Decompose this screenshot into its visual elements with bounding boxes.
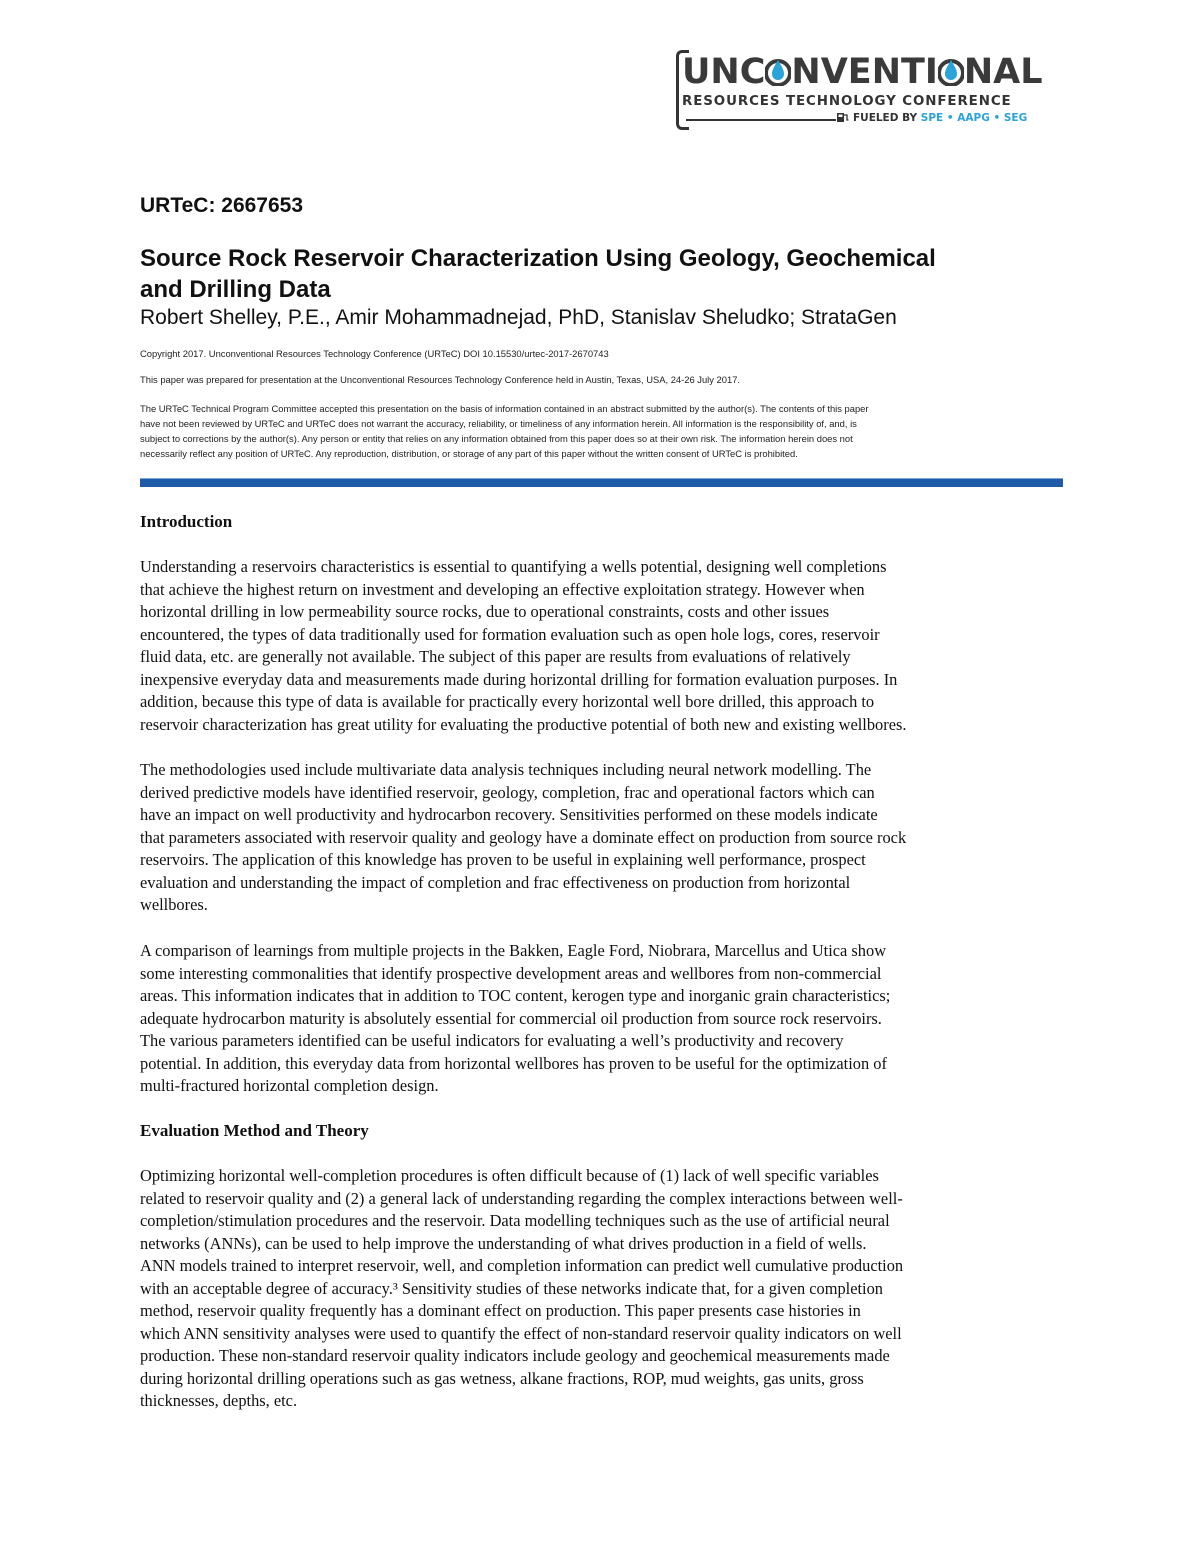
intro-paragraph-2 [140, 759, 1065, 917]
paragraph-line: thicknesses, depths, etc. [140, 1391, 298, 1410]
paragraph-line: that achieve the highest return on investment and developing an effective exploitation strategy. However when [140, 579, 865, 599]
disclaimer [140, 401, 1065, 461]
logo-subtitle: RESOURCES TECHNOLOGY CONFERENCE [682, 94, 1012, 109]
paragraph-line: during horizontal drilling operations such as gas wetness, alkane fractions, ROP, mud weights, gas units, gross [140, 1368, 864, 1388]
evaluation-paragraph-1 [140, 1165, 1065, 1413]
authors: Robert Shelley, P.E., Amir Mohammadnejad, PhD, Stanislav Sheludko; StrataGen [140, 306, 897, 329]
paragraph-line: areas. This information indicates that in addition to TOC content, kerogen type and inorganic grain characteristics; [140, 986, 891, 1005]
logo-word-part: NAL [963, 52, 1043, 92]
title-line: and Drilling Data [140, 276, 331, 303]
paragraph-line: which ANN sensitivity analyses were used to quantify the effect of non-standard reservoir quality indicators on well [140, 1323, 902, 1343]
paragraph-line: fluid data, etc. are generally not available. The subject of this paper are results from evaluations of relatively [140, 647, 851, 666]
paragraph-line: method, reservoir quality frequently has a dominant effect on production. This paper presents case histories in [140, 1301, 861, 1320]
paragraph-line: with an acceptable degree of accuracy.³ Sensitivity studies of these networks indicate that, for a given completion [140, 1278, 883, 1298]
paragraph-line: Understanding a reservoirs characteristics is essential to quantifying a wells potential, designing well completions [140, 557, 887, 576]
disclaimer-line: necessarily reflect any position of URTeC. Any reproduction, distribution, or storage of any part of this paper without the written consent of URTeC is prohibited. [140, 448, 798, 459]
paragraph-line: networks (ANNs), can be used to help improve the understanding of what drives production in a field of wells. [140, 1233, 867, 1253]
logo-word-part: NVENTI [791, 52, 938, 92]
paragraph-line: adequate hydrocarbon maturity is absolutely essential for commercial oil production from source rock reservoirs. [140, 1008, 882, 1028]
intro-paragraph-1 [140, 556, 1065, 736]
section-heading-introduction: Introduction [140, 512, 233, 531]
logo-underline [686, 119, 836, 121]
paragraph-line: multi-fractured horizontal completion design. [140, 1076, 439, 1095]
drop-icon [765, 55, 791, 85]
paragraph-line: Optimizing horizontal well-completion procedures is often difficult because of (1) lack of well specific variables [140, 1166, 879, 1185]
paragraph-line: production. These non-standard reservoir quality indicators include geology and geochemical measurements made [140, 1346, 890, 1365]
conference-logo [672, 44, 1052, 134]
paragraph-line: completion/stimulation procedures and the reservoir. Data modelling techniques such as the use of artificial neural [140, 1211, 890, 1230]
copyright-notice: Copyright 2017. Unconventional Resources Technology Conference (URTeC) DOI 10.15530/urtec-2017-2670743 [140, 348, 609, 359]
paragraph-line: reservoir characterization has great utility for evaluating the productive potential of both new and existing wellbores. [140, 714, 907, 734]
paragraph-line: related to reservoir quality and (2) a general lack of understanding regarding the complex interactions between well- [140, 1188, 903, 1208]
disclaimer-line: The URTeC Technical Program Committee accepted this presentation on the basis of information contained in an abstract submitted by the author(s). The contents of this paper [140, 403, 869, 414]
paragraph-line: that parameters associated with reservoir quality and geology have a dominate effect on production from source rock [140, 827, 907, 847]
intro-paragraph-3 [140, 940, 1065, 1098]
logo-fueled-by [837, 112, 1027, 124]
paragraph-line: inexpensive everyday data and measurements made during horizontal drilling for formation evaluation purposes. In [140, 669, 898, 689]
paragraph-line: addition, because this type of data is available for practically every horizontal well bore drilled, this approach to [140, 692, 875, 711]
paragraph-line: ANN models trained to interpret reservoir, well, and completion information can predict well cumulative production [140, 1256, 904, 1275]
paper-title [140, 243, 1070, 305]
header-divider [140, 478, 1063, 487]
title-line: Source Rock Reservoir Characterization Using Geology, Geochemical [140, 245, 936, 272]
logo-wordmark [682, 52, 1043, 92]
paragraph-line: encountered, the types of data traditionally used for formation evaluation such as open hole logs, cores, reservoir [140, 624, 880, 644]
paragraph-line: have an impact on well productivity and hydrocarbon recovery. Sensitivities performed on these models indicate [140, 805, 878, 824]
paragraph-line: A comparison of learnings from multiple projects in the Bakken, Eagle Ford, Niobrara, Marcellus and Utica show [140, 941, 887, 960]
paragraph-line: potential. In addition, this everyday data from horizontal wellbores has proven to be useful for the optimization of [140, 1053, 887, 1073]
paragraph-line: some interesting commonalities that identify prospective development areas and wellbores from non-commercial [140, 963, 882, 983]
prepared-notice: This paper was prepared for presentation at the Unconventional Resources Technology Conference held in Austin, Texas, USA, 24-26 July 2017. [140, 374, 741, 385]
paragraph-line: evaluation and understanding the impact of completion and frac effectiveness on production from horizontal [140, 872, 851, 892]
paragraph-line: The various parameters identified can be useful indicators for evaluating a well’s productivity and recovery [140, 1031, 844, 1050]
section-heading-evaluation: Evaluation Method and Theory [140, 1121, 369, 1140]
drop-icon [938, 55, 964, 85]
paragraph-line: The methodologies used include multivariate data analysis techniques including neural network modelling. The [140, 760, 872, 779]
paper-id: URTeC: 2667653 [140, 194, 304, 217]
paragraph-line: derived predictive models have identified reservoir, geology, completion, frac and operational factors which can [140, 782, 875, 802]
disclaimer-line: subject to corrections by the author(s). Any person or entity that relies on any information obtained from this paper does so at their own risk. The information herein does not [140, 433, 853, 444]
disclaimer-line: have not been reviewed by URTeC and URTeC does not warrant the accuracy, reliability, or timeliness of any information herein. All information is the responsibility of, and, is [140, 418, 857, 429]
fuel-pump-icon [837, 112, 849, 122]
paragraph-line: reservoirs. The application of this knowledge has proven to be useful in explaining well performance, prospect [140, 850, 866, 869]
fueled-by-label: FUELED BY [853, 112, 918, 124]
logo-word-part: UNC [682, 52, 766, 92]
paragraph-line: wellbores. [140, 895, 208, 914]
paragraph-line: horizontal drilling in low permeability source rocks, due to operational constraints, costs and other issues [140, 602, 830, 621]
partner-orgs: SPE • AAPG • SEG [920, 112, 1028, 124]
